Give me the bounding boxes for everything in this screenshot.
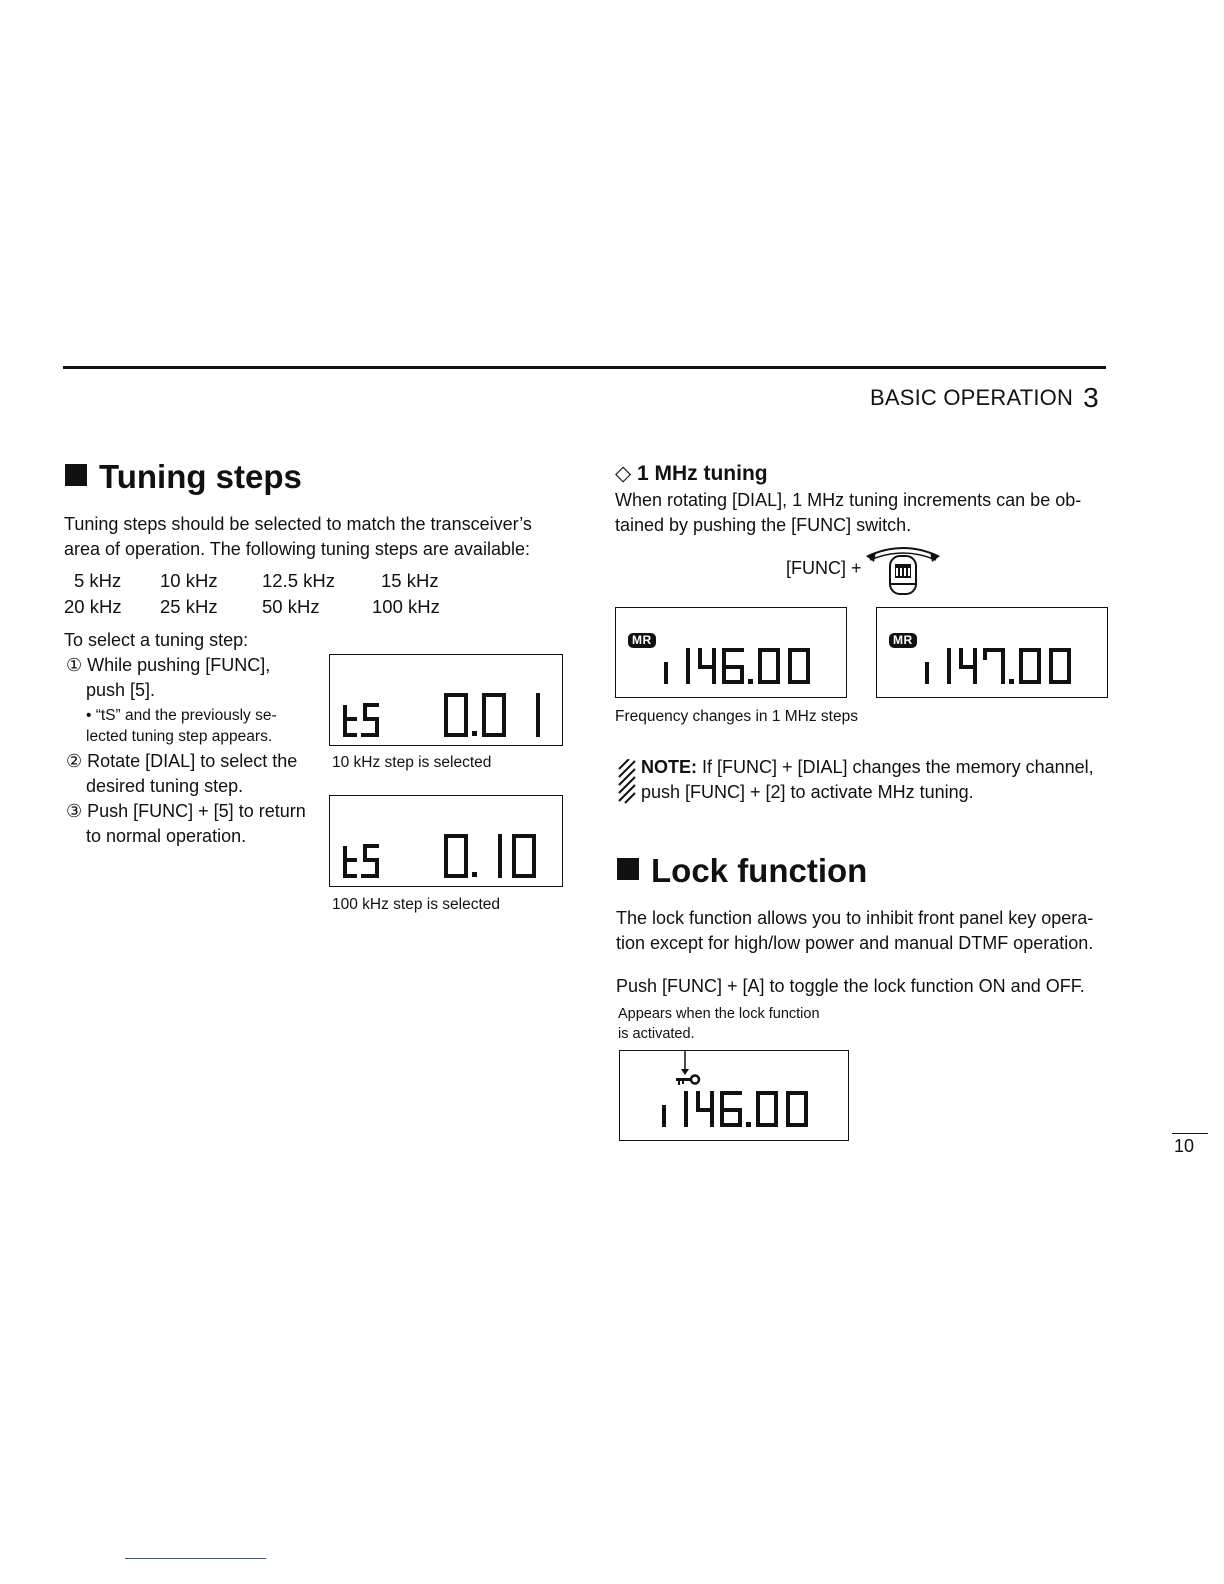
mhz-caption: Frequency changes in 1 MHz steps (615, 708, 858, 725)
lock-push-text: Push [FUNC] + [A] to toggle the lock function ON and OFF. (616, 976, 1085, 996)
lock-callout: Appears when the lock function is activated. (618, 1006, 820, 1042)
mhz-tuning-heading: ◇ 1 MHz tuning (615, 462, 768, 485)
page-number-rule (1172, 1133, 1208, 1134)
func-label: [FUNC] + (786, 558, 862, 578)
tuning-steps-heading: Tuning steps (65, 458, 302, 496)
step-value: 12.5 kHz (262, 570, 336, 591)
page-number: 10 (1174, 1136, 1195, 1156)
lcd-frequency-147 (876, 607, 1108, 698)
lcd-lock-display (619, 1050, 849, 1141)
ts1-caption: 10 kHz step is selected (332, 754, 492, 771)
lcd-lock-svg (620, 1051, 850, 1142)
lcd-tuning-step-100khz (329, 795, 563, 887)
note-hatch-icon (617, 759, 637, 805)
dial-rotate-icon (862, 542, 944, 598)
top-rule (63, 366, 1106, 369)
heading-square-icon (65, 464, 87, 486)
step-value: 10 kHz (160, 570, 218, 591)
lock-function-heading: Lock function (617, 852, 867, 890)
section-title: BASIC OPERATION (870, 385, 1074, 410)
lcd-freq-b-svg (877, 608, 1109, 699)
ts2-caption: 100 kHz step is selected (332, 896, 501, 913)
lcd-ts2-svg (330, 796, 564, 888)
lcd-freq-a-svg (616, 608, 848, 699)
step-value: 5 kHz (74, 570, 122, 591)
step-value: 20 kHz (64, 596, 122, 617)
section-number: 3 (1083, 382, 1099, 413)
heading-square-icon (617, 858, 639, 880)
step-value: 100 kHz (372, 596, 440, 617)
mr-badge: MR (628, 633, 656, 648)
step-value: 50 kHz (262, 596, 320, 617)
section-header (870, 382, 1099, 414)
tuning-steps-intro: Tuning steps should be selected to match the transceiver’s area of operation. The following tuning steps are available: (64, 514, 532, 559)
bottom-rule (125, 1558, 266, 1559)
step-value: 25 kHz (160, 596, 218, 617)
lcd-ts1-svg (330, 655, 564, 747)
step-value: 15 kHz (381, 570, 439, 591)
select-heading: To select a tuning step: (64, 630, 249, 650)
lcd-frequency-146 (615, 607, 847, 698)
mhz-tuning-text: When rotating [DIAL], 1 MHz tuning increments can be ob- tained by pushing the [FUNC] switch. (615, 490, 1082, 535)
note-text: NOTE: If [FUNC] + [DIAL] changes the memory channel, push [FUNC] + [2] to activate MHz tuning. (641, 757, 1094, 802)
mr-badge: MR (889, 633, 917, 648)
lcd-tuning-step-10khz (329, 654, 563, 746)
lock-function-text: The lock function allows you to inhibit front panel key opera- tion except for high/low power and manual DTMF operation. (616, 908, 1094, 953)
instruction-steps: ① While pushing [FUNC], push [5]. • “tS” and the previously se- lected tuning step appears. ② Rotate [DIAL] to select the desired tuning step. ③ Push [FUNC] + [5] to return to normal operation. (66, 655, 306, 846)
